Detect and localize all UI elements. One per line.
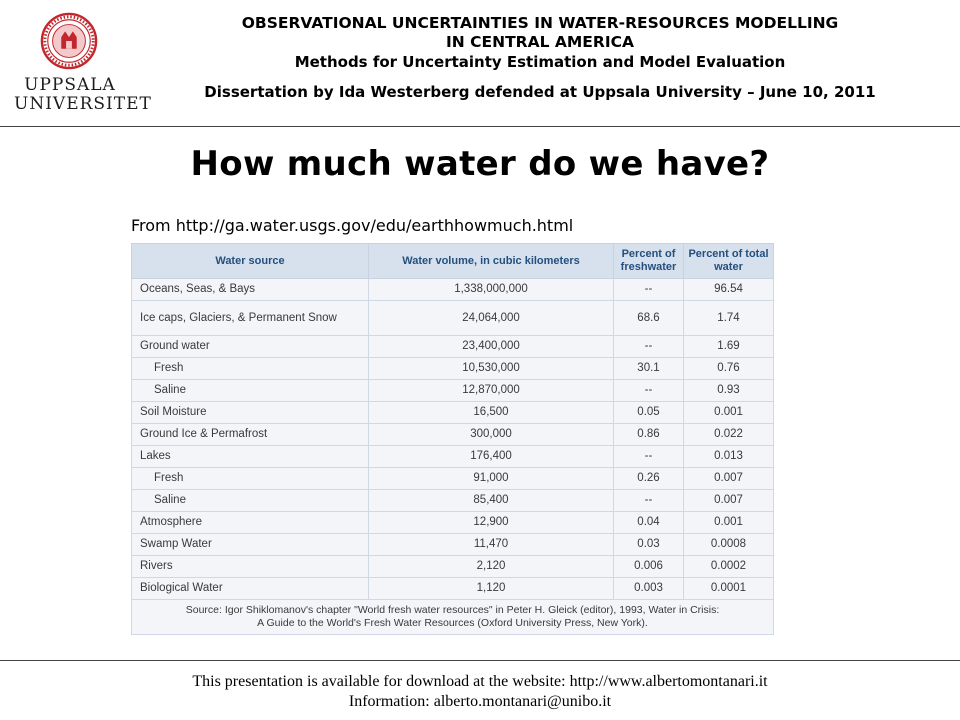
cell-percent-total: 1.69 (684, 336, 774, 358)
cell-percent-total: 0.013 (684, 446, 774, 468)
header (140, 14, 940, 102)
cell-water-volume: 91,000 (369, 468, 614, 490)
logo-line-uppsala: UPPSALA (24, 75, 116, 95)
cell-percent-freshwater: 0.04 (614, 512, 684, 534)
table-row (132, 358, 774, 380)
cell-water-volume: 85,400 (369, 490, 614, 512)
table-row (132, 490, 774, 512)
cell-percent-freshwater: -- (614, 380, 684, 402)
cell-water-source: Swamp Water (132, 534, 369, 556)
source-note-line1: Source: Igor Shiklomanov's chapter "World fresh water resources" in Peter H. Gleick (editor), 1993, Water in Crisis: (185, 604, 720, 616)
footer (0, 672, 960, 712)
cell-water-volume: 23,400,000 (369, 336, 614, 358)
water-table (131, 243, 774, 635)
table-row (132, 446, 774, 468)
header-percent-freshwater: Percent of freshwater (614, 244, 684, 279)
cell-water-volume: 2,120 (369, 556, 614, 578)
cell-water-source: Fresh (132, 468, 369, 490)
cell-water-source: Rivers (132, 556, 369, 578)
cell-water-volume: 300,000 (369, 424, 614, 446)
cell-water-volume: 1,120 (369, 578, 614, 600)
university-logo (14, 10, 152, 118)
cell-water-volume: 24,064,000 (369, 301, 614, 336)
table-row (132, 578, 774, 600)
header-subtitle: Methods for Uncertainty Estimation and Model Evaluation (294, 53, 786, 71)
table-row (132, 556, 774, 578)
cell-water-source: Soil Moisture (132, 402, 369, 424)
cell-water-volume: 176,400 (369, 446, 614, 468)
table-row (132, 512, 774, 534)
cell-water-source: Lakes (132, 446, 369, 468)
logo-line-universitet: UNIVERSITET (14, 94, 152, 114)
footer-divider (0, 660, 960, 661)
footer-contact-text: Information: alberto.montanari@unibo.it (348, 693, 612, 710)
header-water-volume: Water volume, in cubic kilometers (369, 244, 614, 279)
header-percent-total: Percent of total water (684, 244, 774, 279)
table-row (132, 380, 774, 402)
cell-percent-total: 0.0001 (684, 578, 774, 600)
cell-water-volume: 12,870,000 (369, 380, 614, 402)
cell-percent-total: 0.76 (684, 358, 774, 380)
cell-percent-total: 0.001 (684, 402, 774, 424)
source-url: From http://ga.water.usgs.gov/edu/earthhowmuch.html (131, 216, 574, 235)
water-table-container (131, 243, 786, 640)
header-title-line1: OBSERVATIONAL UNCERTAINTIES IN WATER-RESOURCES MODELLING (241, 14, 839, 32)
cell-water-source: Saline (132, 490, 369, 512)
cell-percent-total: 0.022 (684, 424, 774, 446)
table-row (132, 279, 774, 301)
cell-water-source: Ground water (132, 336, 369, 358)
cell-percent-freshwater: 0.03 (614, 534, 684, 556)
cell-percent-freshwater: 0.006 (614, 556, 684, 578)
cell-percent-total: 0.93 (684, 380, 774, 402)
cell-water-source: Oceans, Seas, & Bays (132, 279, 369, 301)
header-divider (0, 126, 960, 127)
table-header-row (132, 244, 774, 279)
table-row (132, 336, 774, 358)
cell-water-volume: 10,530,000 (369, 358, 614, 380)
header-title-line2: IN CENTRAL AMERICA (446, 33, 634, 51)
cell-percent-freshwater: -- (614, 446, 684, 468)
header-water-source: Water source (132, 244, 369, 279)
cell-water-source: Fresh (132, 358, 369, 380)
cell-percent-total: 0.0002 (684, 556, 774, 578)
cell-water-source: Saline (132, 380, 369, 402)
cell-water-source: Atmosphere (132, 512, 369, 534)
cell-water-volume: 12,900 (369, 512, 614, 534)
source-note-line2: A Guide to the World's Fresh Water Resources (Oxford University Press, New York). (257, 617, 648, 629)
table-row (132, 402, 774, 424)
cell-water-source: Biological Water (132, 578, 369, 600)
cell-water-source: Ground Ice & Permafrost (132, 424, 369, 446)
footer-download-text: This presentation is available for download at the website: http://www.albertomontanari.it (192, 673, 768, 690)
cell-percent-total: 0.0008 (684, 534, 774, 556)
cell-water-volume: 1,338,000,000 (369, 279, 614, 301)
cell-percent-freshwater: -- (614, 490, 684, 512)
table-row (132, 534, 774, 556)
table-row (132, 424, 774, 446)
header-dissertation: Dissertation by Ida Westerberg defended at Uppsala University – June 10, 2011 (204, 83, 876, 101)
table-body (132, 279, 774, 600)
cell-percent-freshwater: 0.26 (614, 468, 684, 490)
cell-percent-total: 96.54 (684, 279, 774, 301)
cell-percent-freshwater: 0.05 (614, 402, 684, 424)
table-row (132, 468, 774, 490)
slide-title: How much water do we have? (190, 144, 770, 184)
cell-percent-total: 0.007 (684, 490, 774, 512)
cell-percent-total: 0.001 (684, 512, 774, 534)
cell-percent-freshwater: -- (614, 336, 684, 358)
cell-percent-freshwater: 68.6 (614, 301, 684, 336)
cell-water-volume: 16,500 (369, 402, 614, 424)
cell-water-volume: 11,470 (369, 534, 614, 556)
university-seal-icon (40, 12, 98, 70)
table-row (132, 301, 774, 336)
table-note-row (132, 600, 774, 635)
cell-percent-total: 1.74 (684, 301, 774, 336)
cell-water-source: Ice caps, Glaciers, & Permanent Snow (132, 301, 369, 336)
table-source-note (132, 600, 774, 635)
cell-percent-freshwater: 30.1 (614, 358, 684, 380)
cell-percent-freshwater: 0.86 (614, 424, 684, 446)
cell-percent-total: 0.007 (684, 468, 774, 490)
cell-percent-freshwater: -- (614, 279, 684, 301)
cell-percent-freshwater: 0.003 (614, 578, 684, 600)
